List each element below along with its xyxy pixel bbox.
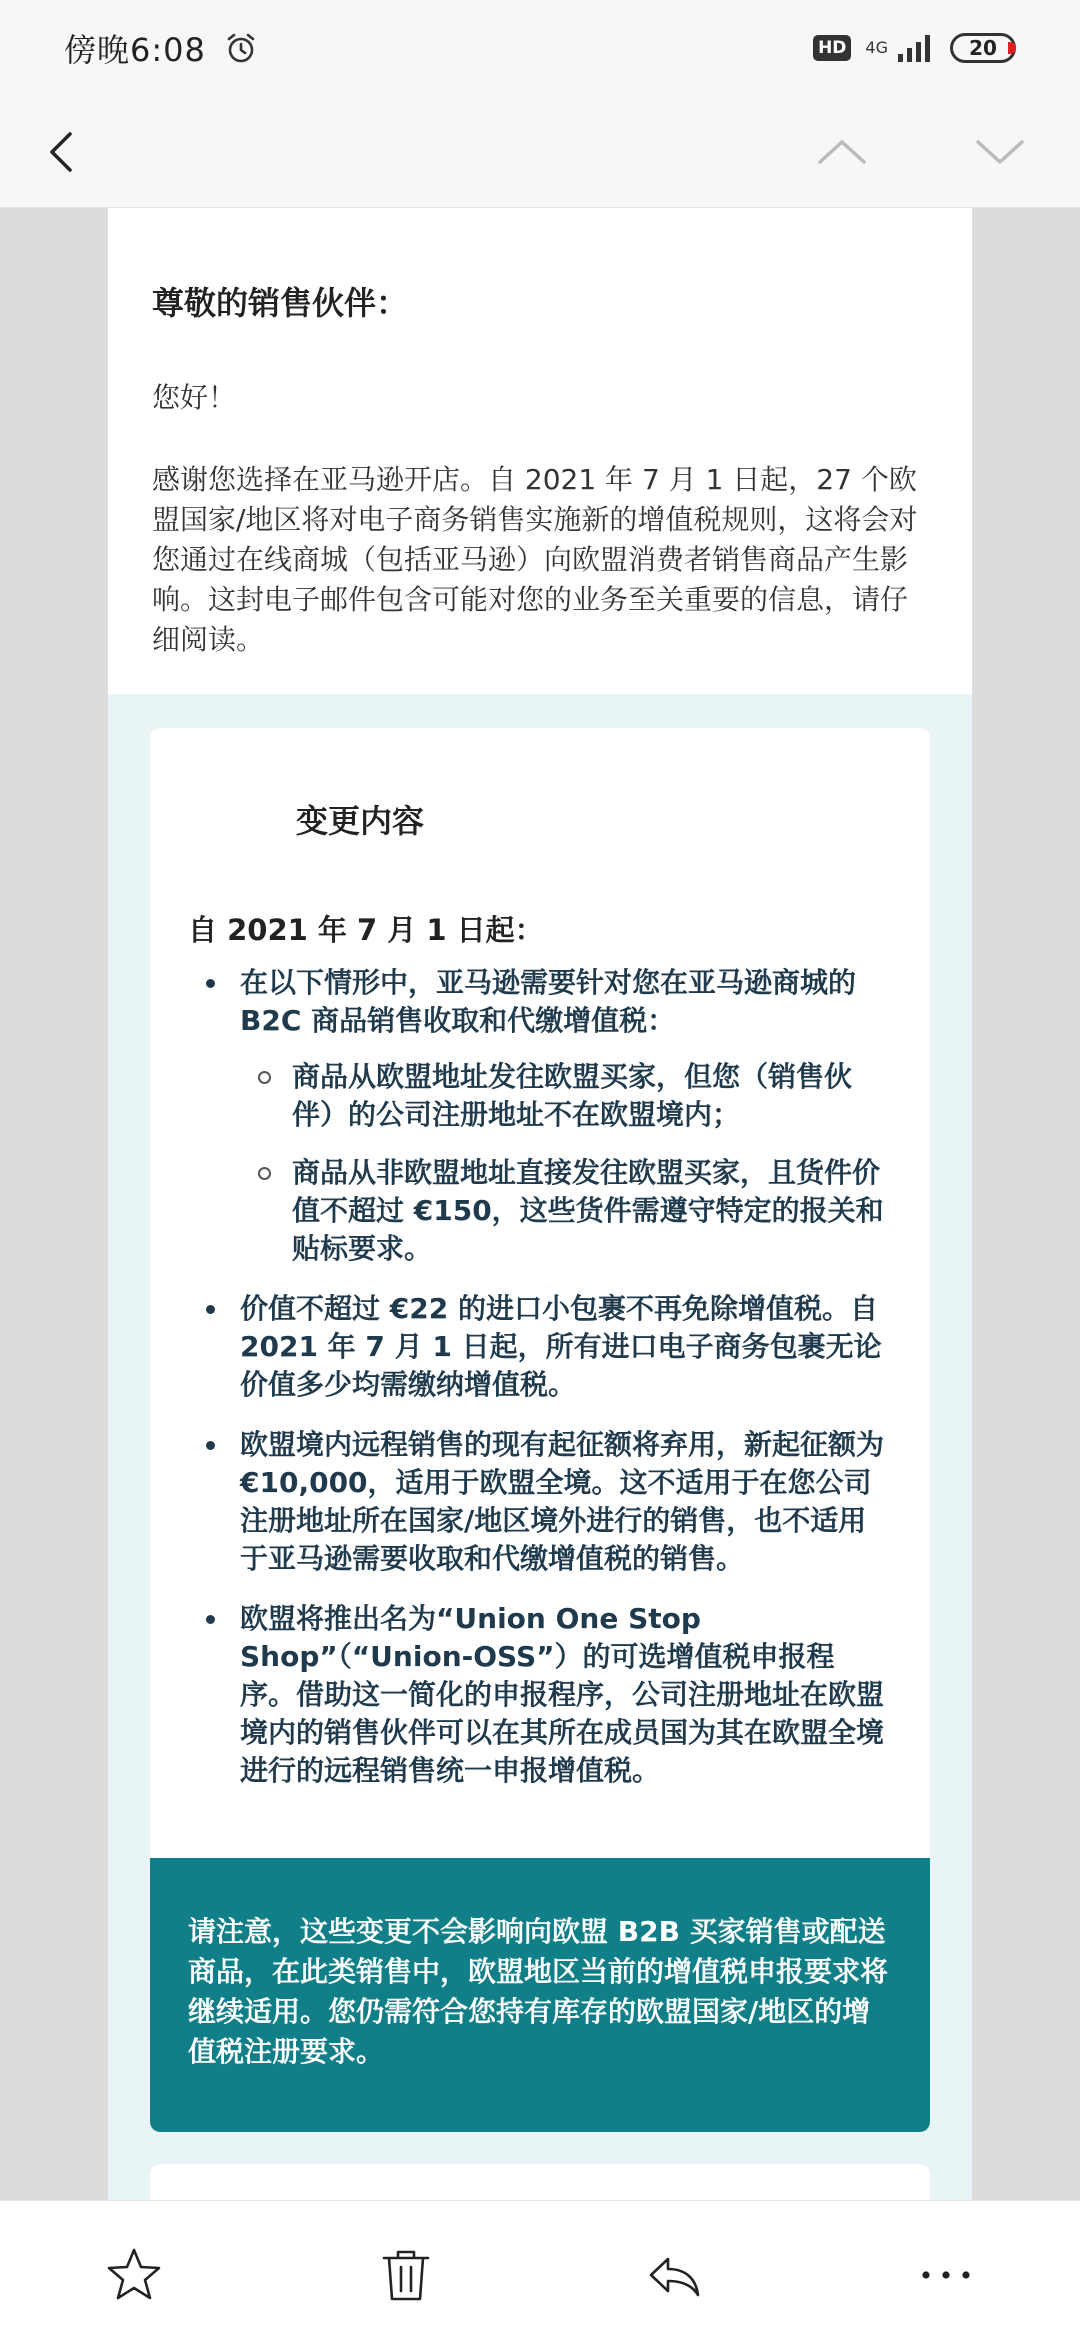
hello-text: 您好！ xyxy=(152,381,237,414)
bottom-toolbar xyxy=(0,2200,1080,2340)
reply-icon[interactable] xyxy=(644,2245,704,2305)
bullet-text: 在以下情形中，亚马逊需要针对您在亚马逊商城的 B2C 商品销售收取和代缴增值税： xyxy=(240,966,857,1037)
chevron-down-icon[interactable] xyxy=(968,120,1032,184)
bullet-text: 价值不超过 €22 的进口小包裹不再免除增值税。自 2021 年 7 月 1 日起，所有进口电子商务包裹无论价值多少均需缴纳增值税。 xyxy=(240,1292,882,1401)
list-item xyxy=(190,1290,890,1404)
effective-date-line: 自 2021 年 7 月 1 日起： xyxy=(188,913,544,947)
chevron-up-icon[interactable] xyxy=(810,120,874,184)
list-item xyxy=(190,1426,890,1578)
list-item xyxy=(190,964,890,1268)
trash-icon[interactable] xyxy=(376,2245,436,2305)
status-bar xyxy=(0,0,1080,96)
list-item xyxy=(190,1600,890,1790)
hd-badge: HD xyxy=(813,35,851,61)
sub-list xyxy=(240,1058,890,1268)
sub-list-item: 商品从非欧盟地址直接发往欧盟买家，且货件价值不超过 €150，这些货件需遵守特定的报关和贴标要求。 xyxy=(240,1154,890,1268)
status-time: 傍晚6:08 xyxy=(64,31,206,69)
changes-card xyxy=(150,728,930,2132)
next-card xyxy=(150,2164,930,2200)
star-icon[interactable] xyxy=(104,2245,164,2305)
email-intro xyxy=(108,208,972,660)
top-nav xyxy=(0,96,1080,208)
network-type: 4G xyxy=(865,38,888,57)
email-body xyxy=(108,208,972,2200)
sub-list-item: 商品从欧盟地址发往欧盟买家，但您（销售伙伴）的公司注册地址不在欧盟境内； xyxy=(240,1058,890,1134)
changes-title: 变更内容 xyxy=(296,802,425,840)
battery-icon xyxy=(950,33,1016,63)
battery-level: 20 xyxy=(969,36,997,60)
signal-strength-icon xyxy=(896,32,936,64)
greeting-title: 尊敬的销售伙伴： xyxy=(152,284,409,322)
intro-paragraph: 感谢您选择在亚马逊开店。自 2021 年 7 月 1 日起，27 个欧盟国家/地区将对电子商务销售实施新的增值税规则，这将会对您通过在线商城（包括亚马逊）向欧盟消费者销售商品产生影响。这封电子邮件包含可能对您的业务至关重要的信息，请仔细阅读。 xyxy=(152,463,918,656)
changes-list xyxy=(190,964,890,1812)
email-content-area[interactable] xyxy=(0,208,1080,2200)
bullet-text: 欧盟境内远程销售的现有起征额将弃用，新起征额为 €10,000，适用于欧盟全境。这不适用于在您公司注册地址所在国家/地区境外进行的销售，也不适用于亚马逊需要收取和代缴增值税的销售。 xyxy=(240,1428,885,1575)
alarm-clock-icon xyxy=(224,31,258,65)
changes-section xyxy=(108,694,972,2200)
status-indicators xyxy=(813,32,1016,64)
notice-box: 请注意，这些变更不会影响向欧盟 B2B 买家销售或配送商品，在此类销售中，欧盟地区当前的增值税申报要求将继续适用。您仍需符合您持有库存的欧盟国家/地区的增值税注册要求。 xyxy=(150,1858,930,2132)
more-icon[interactable] xyxy=(916,2245,976,2305)
chevron-left-icon[interactable] xyxy=(30,120,94,184)
bullet-text: 欧盟将推出名为“Union One Stop Shop”（“Union-OSS”）的可选增值税申报程序。借助这一简化的申报程序，公司注册地址在欧盟境内的销售伙伴可以在其所在成员国为其在欧盟全境进行的远程销售统一申报增值税。 xyxy=(240,1602,885,1787)
